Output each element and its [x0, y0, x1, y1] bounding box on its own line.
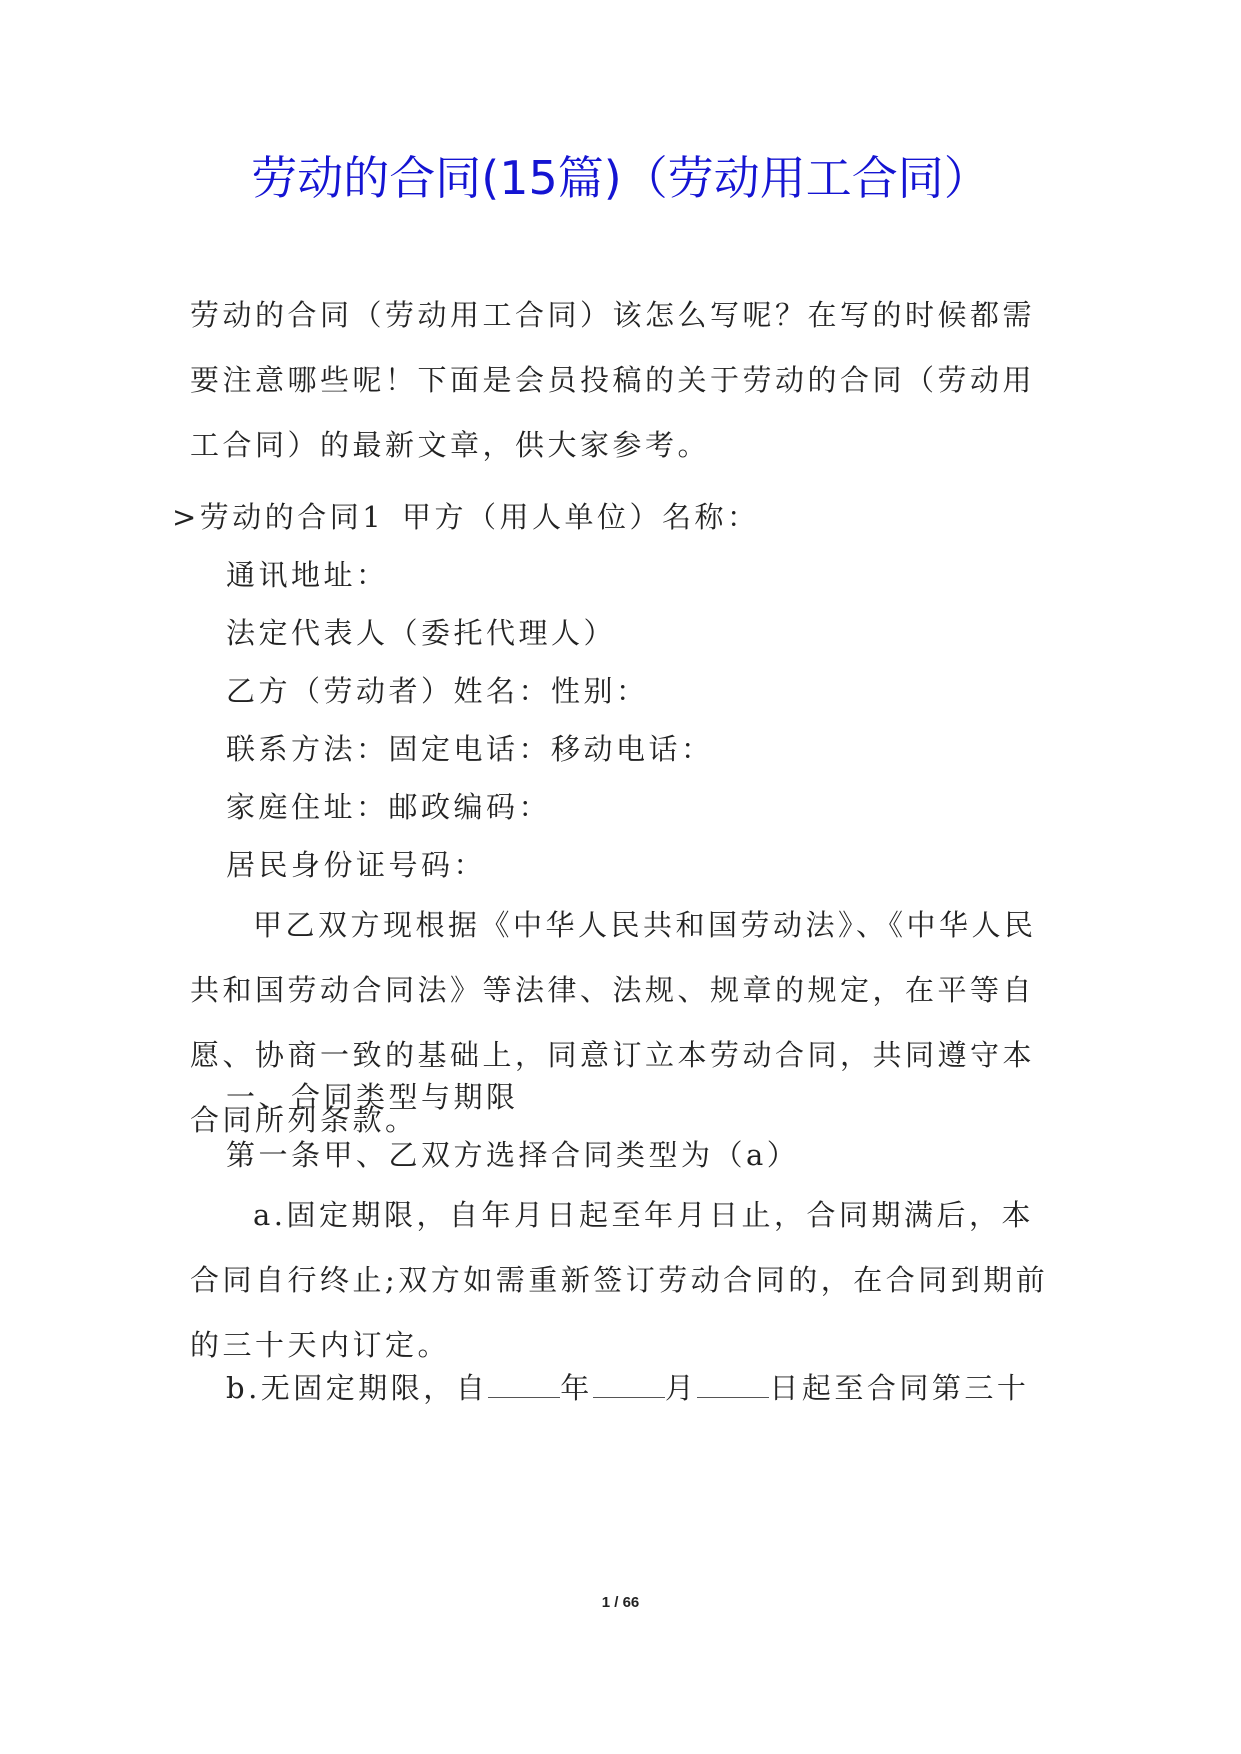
intro-paragraph: 劳动的合同（劳动用工合同）该怎么写呢？在写的时候都需要注意哪些呢！下面是会员投稿的关于劳动的合同（劳动用工合同）的最新文章，供大家参考。	[190, 298, 1036, 462]
chapter-1-heading: 一、合同类型与期限	[226, 1080, 519, 1114]
agreement-paragraph: 甲乙双方现根据《中华人民共和国劳动法》、《中华人民共和国劳动合同法》等法律、法规、规章的规定，在平等自愿、协商一致的基础上，同意订立本劳动合同，共同遵守本合同所列条款。	[190, 908, 1037, 1137]
id-number-line: 居民身份证号码：	[226, 848, 487, 882]
legal-rep-line: 法定代表人（委托代理人）	[226, 616, 617, 650]
option-a-paragraph: a.固定期限，自年月日起至年月日止，合同期满后，本合同自行终止;双方如需重新签订劳动合同的，在合同到期前的三十天内订定。	[190, 1198, 1049, 1362]
section-heading-label: >劳动的合同1	[172, 500, 385, 534]
party-b-line: 乙方（劳动者）姓名：性别：	[226, 674, 649, 708]
option-b-year: 年	[560, 1371, 593, 1405]
option-b-line	[226, 1368, 1029, 1408]
option-b-suffix: 日起至合同第三十	[769, 1371, 1030, 1405]
page-number: 1 / 66	[601, 1594, 640, 1611]
article-1: 第一条甲、乙双方选择合同类型为（a）	[226, 1138, 800, 1172]
document-title: 劳动的合同(15篇)（劳动用工合同）	[251, 151, 990, 205]
month-blank	[593, 1375, 665, 1398]
home-line: 家庭住址：邮政编码：	[226, 790, 552, 824]
year-blank	[488, 1375, 560, 1398]
option-b-prefix: b.无固定期限，自	[226, 1371, 489, 1405]
option-b-month: 月	[664, 1371, 698, 1405]
section-heading	[172, 497, 384, 537]
address-line: 通讯地址：	[226, 558, 389, 592]
contact-line: 联系方法：固定电话：移动电话：	[226, 732, 714, 766]
party-a-name: 甲方（用人单位）名称：	[402, 500, 760, 534]
day-blank	[697, 1375, 769, 1398]
